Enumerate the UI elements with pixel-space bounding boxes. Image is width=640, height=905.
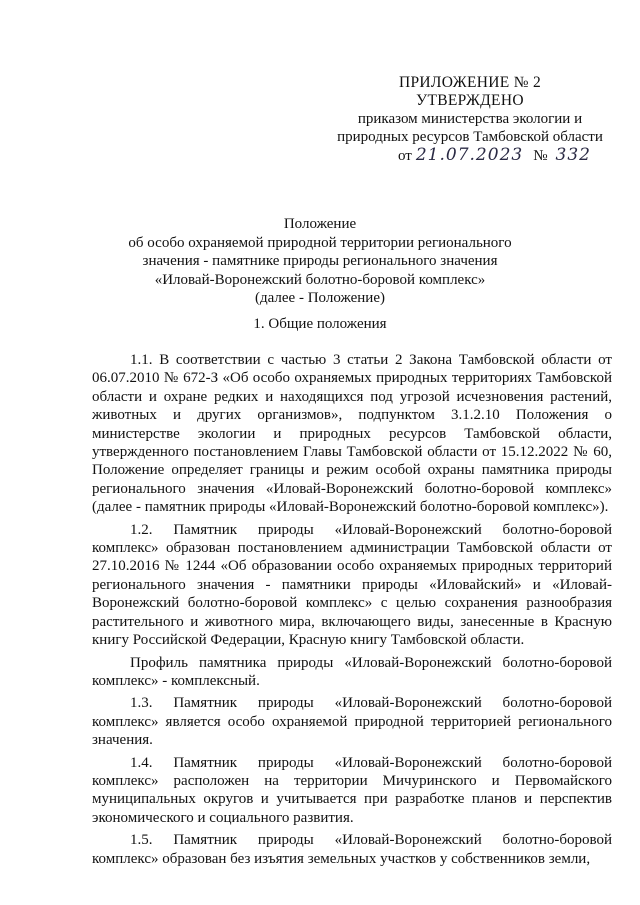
handwritten-number: 332 [555,145,591,165]
paragraph-profile: Профиль памятника природы «Иловай-Воронежский болотно-боровой комплекс» - комплексный. [92,654,612,689]
paragraph-1-1: 1.1. В соответствии с частью 3 статьи 2 Закона Тамбовской области от 06.07.2010 № 672-З «Об особо охраняемых природных территориях Тамбовской области и охране редких и находящихся под угрозой исчезновения растений, животных и других организмов», подпунктом 3.1.2.10 Положения о министерстве экологии и природных ресурсов Тамбовской области, утвержденного постановлением Главы Тамбовской области от 15.12.2022 № 60, Положение определяет границы и режим особой охраны памятника природы регионального значения «Иловай-Воронежский болотно-боровой комплекс» (далее - памятник природы «Иловай-Воронежский болотно-боровой комплекс»). [92,352,612,516]
paragraph-1-5: 1.5. Памятник природы «Иловай-Воронежский болотно-боровой комплекс» образован без изъятия земельных участков у собственников земли, [92,832,612,867]
paragraph-1-3: 1.3. Памятник природы «Иловай-Воронежский болотно-боровой комплекс» является особо охраняемой природной территорией регионального значения. [92,695,612,749]
approved-label: УТВЕРЖДЕНО [416,92,524,109]
number-sign: № [533,148,548,164]
title-line-4: «Иловай-Воронежский болотно-боровой комплекс» [154,271,486,288]
document-body [92,351,612,868]
appendix-label: ПРИЛОЖЕНИЕ № 2 [398,74,542,91]
order-line-2: природных ресурсов Тамбовской области [337,129,603,145]
date-prefix: от [398,148,412,164]
order-line-1: приказом министерства экологии и [357,111,583,127]
paragraph-1-2: 1.2. Памятник природы «Иловай-Воронежский болотно-боровой комплекс» образован постановлением администрации Тамбовской области от 27.10.2016 № 1244 «Об образовании особо охраняемых природных территорий регионального значения - памятники природы «Иловайский» и «Иловай-Воронежский болотно-боровой комплекс» с целью сохранения разнообразия растительного и животного мира, включающего виды, занесенные в Красную книгу Российской Федерации, Красную книгу Тамбовской области. [92,521,612,649]
document-title [100,215,540,308]
paragraph-1-4: 1.4. Памятник природы «Иловай-Воронежский болотно-боровой комплекс» расположен на территории Мичуринского и Первомайского муниципальных округов и учитывается при разработке планов и перспектив экономического и социального развития. [92,754,612,826]
approval-header [330,74,610,168]
order-date-line [330,146,610,168]
title-line-2: об особо охраняемой природной территории регионального [128,234,512,251]
handwritten-date: 21.07.2023 [415,145,524,165]
title-line-5: (далее - Положение) [255,290,385,306]
title-line-1: Положение [283,216,357,232]
section-heading: 1. Общие положения [253,316,387,332]
title-line-3: значения - памятнике природы регионального значения [142,253,498,269]
